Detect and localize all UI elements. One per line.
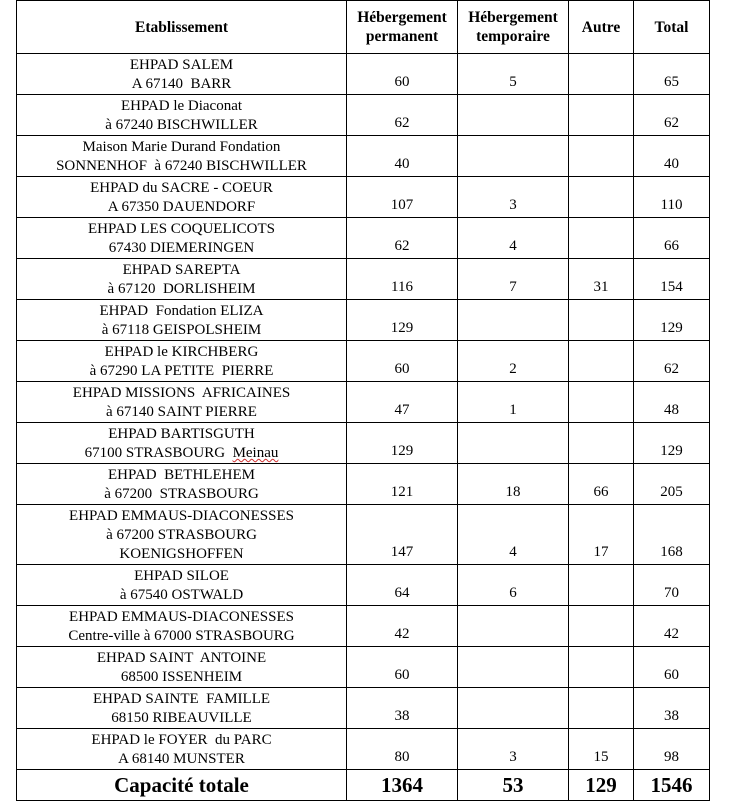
- cell-permanent: 60: [347, 341, 458, 382]
- establishment-name-line: 67100 STRASBOURG Meinau: [84, 445, 279, 461]
- cell-total: 66: [634, 218, 710, 259]
- establishment-name-line: A 67350 DAUENDORF: [107, 199, 256, 215]
- cell-total: 129: [634, 300, 710, 341]
- totals-label: Capacité totale: [17, 770, 347, 801]
- table-row: [17, 218, 710, 259]
- establishment-name-line: à 67200 STRASBOURG: [106, 527, 257, 543]
- table-row: [17, 259, 710, 300]
- establishment-name-line: EHPAD EMMAUS-DIACONESSES: [69, 508, 294, 524]
- totals-temporary: 53: [458, 770, 569, 801]
- cell-temporary: [458, 688, 569, 729]
- cell-temporary: 4: [458, 218, 569, 259]
- cell-total: 65: [634, 54, 710, 95]
- cell-total: 60: [634, 647, 710, 688]
- establishment-name-line: à 67200 STRASBOURG: [104, 486, 259, 502]
- table-row: [17, 565, 710, 606]
- cell-temporary: 6: [458, 565, 569, 606]
- spellcheck-underline: Meinau: [232, 445, 279, 461]
- cell-temporary: 7: [458, 259, 569, 300]
- cell-permanent: 147: [347, 505, 458, 565]
- cell-other: 66: [569, 464, 634, 505]
- establishment-name: [17, 300, 347, 341]
- table-row: [17, 606, 710, 647]
- cell-permanent: 129: [347, 300, 458, 341]
- establishment-name: [17, 688, 347, 729]
- header-temporary-line2: temporaire: [476, 28, 550, 45]
- establishment-name: [17, 177, 347, 218]
- cell-temporary: [458, 136, 569, 177]
- capacity-table-container: [16, 0, 710, 801]
- establishment-name-line: A 67140 BARR: [131, 76, 232, 92]
- establishment-name-line: EHPAD SAINT ANTOINE: [96, 650, 267, 666]
- establishment-name-line: Maison Marie Durand Fondation: [82, 139, 281, 155]
- cell-permanent: 121: [347, 464, 458, 505]
- establishment-name-line: EHPAD BETHLEHEM: [108, 467, 255, 483]
- establishment-name: [17, 382, 347, 423]
- cell-total: 38: [634, 688, 710, 729]
- establishment-name-line: 68500 ISSENHEIM: [120, 669, 243, 685]
- cell-total: 168: [634, 505, 710, 565]
- cell-other: [569, 565, 634, 606]
- establishment-name-line: EHPAD le FOYER du PARC: [91, 732, 272, 748]
- totals-permanent: 1364: [347, 770, 458, 801]
- establishment-name: [17, 341, 347, 382]
- cell-total: 42: [634, 606, 710, 647]
- establishment-name: [17, 729, 347, 770]
- header-temporary-line1: Hébergement: [468, 9, 558, 26]
- table-row: [17, 688, 710, 729]
- table-row: [17, 505, 710, 565]
- establishment-name-line: SONNENHOF à 67240 BISCHWILLER: [56, 158, 307, 174]
- cell-temporary: 1: [458, 382, 569, 423]
- cell-permanent: 38: [347, 688, 458, 729]
- table-row: [17, 423, 710, 464]
- cell-other: [569, 218, 634, 259]
- establishment-name-line: EHPAD du SACRE - COEUR: [90, 180, 273, 196]
- cell-temporary: 18: [458, 464, 569, 505]
- establishment-name-line: EHPAD le KIRCHBERG: [104, 344, 259, 360]
- establishment-name: [17, 95, 347, 136]
- cell-other: [569, 177, 634, 218]
- cell-other: [569, 136, 634, 177]
- cell-total: 62: [634, 341, 710, 382]
- header-total: Total: [634, 1, 710, 54]
- cell-total: 110: [634, 177, 710, 218]
- cell-permanent: 107: [347, 177, 458, 218]
- cell-other: [569, 423, 634, 464]
- cell-total: 62: [634, 95, 710, 136]
- cell-other: [569, 341, 634, 382]
- table-row: [17, 341, 710, 382]
- establishment-name-line: EHPAD LES COQUELICOTS: [88, 221, 275, 237]
- totals-total: 1546: [634, 770, 710, 801]
- table-body: [17, 54, 710, 770]
- cell-other: [569, 688, 634, 729]
- establishment-name-line: EHPAD EMMAUS-DIACONESSES: [69, 609, 294, 625]
- cell-temporary: [458, 606, 569, 647]
- cell-permanent: 129: [347, 423, 458, 464]
- establishment-name: [17, 423, 347, 464]
- establishment-name: [17, 565, 347, 606]
- establishment-name-line: EHPAD BARTISGUTH: [108, 426, 255, 442]
- establishment-name-line: KOENIGSHOFFEN: [119, 546, 244, 562]
- establishment-name-line: à 67240 BISCHWILLER: [105, 117, 258, 133]
- cell-total: 40: [634, 136, 710, 177]
- establishment-name-line: à 67118 GEISPOLSHEIM: [101, 322, 262, 338]
- totals-row: [17, 770, 710, 801]
- cell-temporary: 5: [458, 54, 569, 95]
- establishment-name: [17, 647, 347, 688]
- cell-permanent: 42: [347, 606, 458, 647]
- cell-total: 205: [634, 464, 710, 505]
- cell-total: 129: [634, 423, 710, 464]
- cell-other: [569, 647, 634, 688]
- cell-other: [569, 382, 634, 423]
- table-row: [17, 729, 710, 770]
- header-permanent: [347, 1, 458, 54]
- cell-temporary: [458, 95, 569, 136]
- cell-permanent: 62: [347, 95, 458, 136]
- table-row: [17, 177, 710, 218]
- cell-permanent: 60: [347, 647, 458, 688]
- establishment-name-line: EHPAD SAINTE FAMILLE: [92, 691, 271, 707]
- table-row: [17, 54, 710, 95]
- establishment-name-line: à 67540 OSTWALD: [119, 587, 244, 603]
- header-temporary: [458, 1, 569, 54]
- establishment-name: [17, 259, 347, 300]
- header-permanent-line1: Hébergement: [357, 9, 447, 26]
- cell-other: [569, 606, 634, 647]
- establishment-name-line: à 67140 SAINT PIERRE: [106, 404, 257, 420]
- cell-temporary: 3: [458, 177, 569, 218]
- cell-permanent: 47: [347, 382, 458, 423]
- cell-temporary: 4: [458, 505, 569, 565]
- establishment-name-line: Centre-ville à 67000 STRASBOURG: [68, 628, 295, 644]
- table-row: [17, 647, 710, 688]
- cell-permanent: 116: [347, 259, 458, 300]
- cell-other: [569, 300, 634, 341]
- establishment-name-line: EHPAD SILOE: [134, 568, 229, 584]
- establishment-name-line: EHPAD MISSIONS AFRICAINES: [72, 385, 291, 401]
- header-establishment: Etablissement: [17, 1, 347, 54]
- cell-total: 98: [634, 729, 710, 770]
- establishment-name-line: EHPAD Fondation ELIZA: [99, 303, 264, 319]
- cell-total: 48: [634, 382, 710, 423]
- cell-temporary: 2: [458, 341, 569, 382]
- cell-permanent: 40: [347, 136, 458, 177]
- establishment-name-line: A 68140 MUNSTER: [118, 751, 245, 767]
- establishment-name: [17, 218, 347, 259]
- establishment-name: [17, 505, 347, 565]
- cell-permanent: 62: [347, 218, 458, 259]
- table-row: [17, 300, 710, 341]
- establishment-name: [17, 606, 347, 647]
- establishment-name-line: EHPAD SALEM: [129, 57, 234, 73]
- establishment-name-line: à 67290 LA PETITE PIERRE: [89, 363, 274, 379]
- table-row: [17, 382, 710, 423]
- establishment-name: [17, 464, 347, 505]
- cell-temporary: [458, 423, 569, 464]
- cell-permanent: 60: [347, 54, 458, 95]
- cell-other: 15: [569, 729, 634, 770]
- capacity-table: [16, 0, 710, 801]
- cell-temporary: [458, 647, 569, 688]
- cell-total: 70: [634, 565, 710, 606]
- cell-total: 154: [634, 259, 710, 300]
- establishment-name-line: 67430 DIEMERINGEN: [108, 240, 255, 256]
- cell-temporary: 3: [458, 729, 569, 770]
- cell-permanent: 64: [347, 565, 458, 606]
- cell-permanent: 80: [347, 729, 458, 770]
- cell-other: [569, 95, 634, 136]
- header-permanent-line2: permanent: [365, 28, 439, 45]
- establishment-name: [17, 136, 347, 177]
- cell-temporary: [458, 300, 569, 341]
- establishment-name-line: à 67120 DORLISHEIM: [107, 281, 256, 297]
- table-row: [17, 136, 710, 177]
- establishment-name: [17, 54, 347, 95]
- establishment-name-line: EHPAD SAREPTA: [122, 262, 241, 278]
- establishment-name-line: EHPAD le Diaconat: [120, 98, 243, 114]
- totals-other: 129: [569, 770, 634, 801]
- table-header-row: [17, 1, 710, 54]
- cell-other: [569, 54, 634, 95]
- establishment-name-line: 68150 RIBEAUVILLE: [111, 710, 252, 726]
- cell-other: 31: [569, 259, 634, 300]
- table-row: [17, 95, 710, 136]
- cell-other: 17: [569, 505, 634, 565]
- header-other: Autre: [569, 1, 634, 54]
- table-row: [17, 464, 710, 505]
